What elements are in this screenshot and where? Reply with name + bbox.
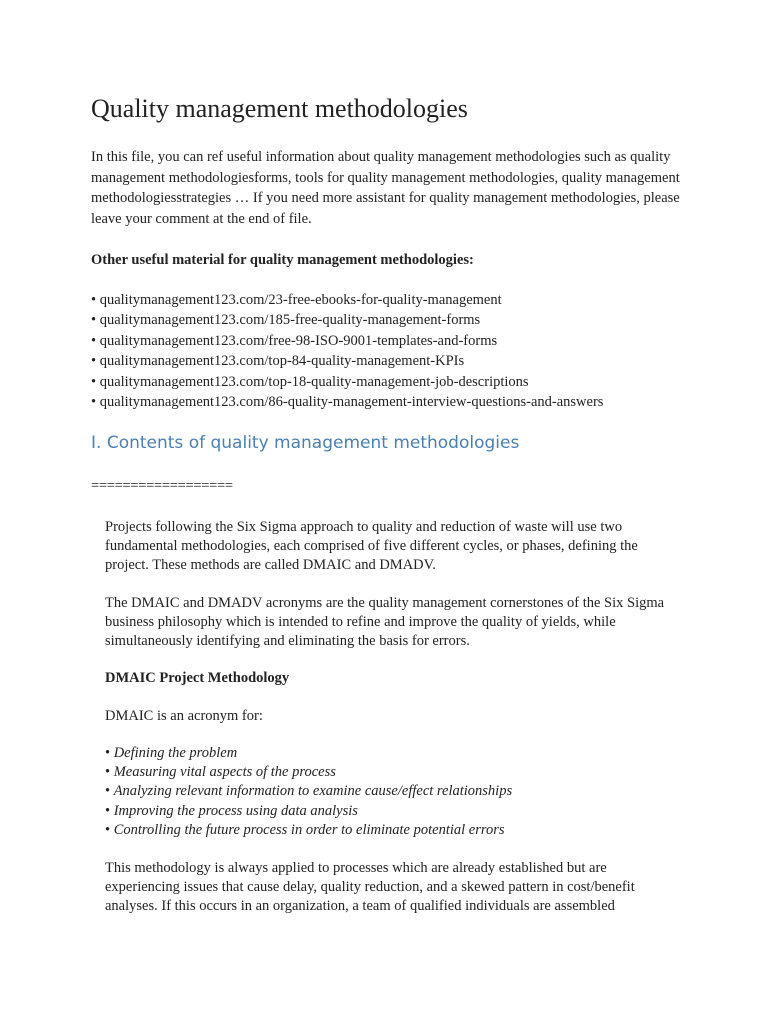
dmaic-list: [105, 744, 512, 840]
dmaic-item-text: Improving the process using data analysis: [113, 802, 358, 819]
dmaic-item-text: Analyzing relevant information to examine cause/effect relationships: [113, 783, 513, 800]
dmaic-item: [105, 744, 512, 763]
dmaic-item: [105, 802, 512, 821]
dmaic-item: [105, 821, 512, 840]
bullet-symbol: •: [105, 783, 114, 800]
dmaic-item-text: Defining the problem: [113, 745, 238, 761]
resource-link[interactable]: • qualitymanagement123.com/top-84-quality-management-KPIs: [91, 353, 465, 370]
dmaic-item-text: Measuring vital aspects of the process: [113, 764, 336, 781]
dmaic-item-text: Controlling the future process in order to eliminate potential errors: [113, 821, 505, 838]
resource-link[interactable]: • qualitymanagement123.com/free-98-ISO-9001-templates-and-forms: [91, 332, 498, 349]
dmaic-item: [105, 782, 512, 801]
page-title: Quality management methodologies: [91, 94, 468, 123]
dmaic-item: [105, 763, 512, 782]
intro-paragraph: In this file, you can ref useful information about quality management methodologies such as quality management methodologiesforms, tools for quality management methodologies, quality management methodologiesstrategies … If you need more assistant for quality management methodologies, please leave your comment at the end of file.: [91, 149, 680, 227]
resource-link[interactable]: • qualitymanagement123.com/top-18-quality-management-job-descriptions: [91, 373, 529, 390]
resource-link[interactable]: • qualitymanagement123.com/23-free-ebooks-for-quality-management: [91, 292, 502, 308]
bullet-symbol: •: [105, 802, 114, 819]
dmaic-intro: DMAIC is an acronym for:: [105, 708, 263, 724]
dmaic-heading: DMAIC Project Methodology: [105, 670, 290, 686]
acronyms-paragraph: The DMAIC and DMADV acronyms are the quality management cornerstones of the Six Sigma business philosophy which is intended to refine and improve the quality of yields, while simultaneously identifying and eliminating the basis for errors.: [105, 595, 665, 649]
resource-link[interactable]: • qualitymanagement123.com/86-quality-management-interview-questions-and-answers: [91, 394, 604, 411]
bullet-symbol: •: [105, 745, 114, 761]
section-heading: I. Contents of quality management methodologies: [91, 433, 520, 453]
six-sigma-paragraph: Projects following the Six Sigma approach to quality and reduction of waste will use two fundamental methodologies, each comprised of five different cycles, or phases, defining the project. These methods are called DMAIC and DMADV.: [105, 519, 638, 573]
bullet-symbol: •: [105, 764, 114, 781]
bullet-symbol: •: [105, 821, 114, 838]
other-material-heading: Other useful material for quality management methodologies:: [91, 252, 474, 268]
resource-link[interactable]: • qualitymanagement123.com/185-free-quality-management-forms: [91, 312, 481, 329]
resource-link-list: [91, 290, 603, 412]
separator-line: ==================: [91, 478, 233, 494]
methodology-paragraph: This methodology is always applied to processes which are already established but are experiencing issues that cause delay, quality reduction, and a skewed pattern in cost/benefit analyses. If this occurs in an organization, a team of qualified individuals are assembled: [105, 860, 635, 914]
